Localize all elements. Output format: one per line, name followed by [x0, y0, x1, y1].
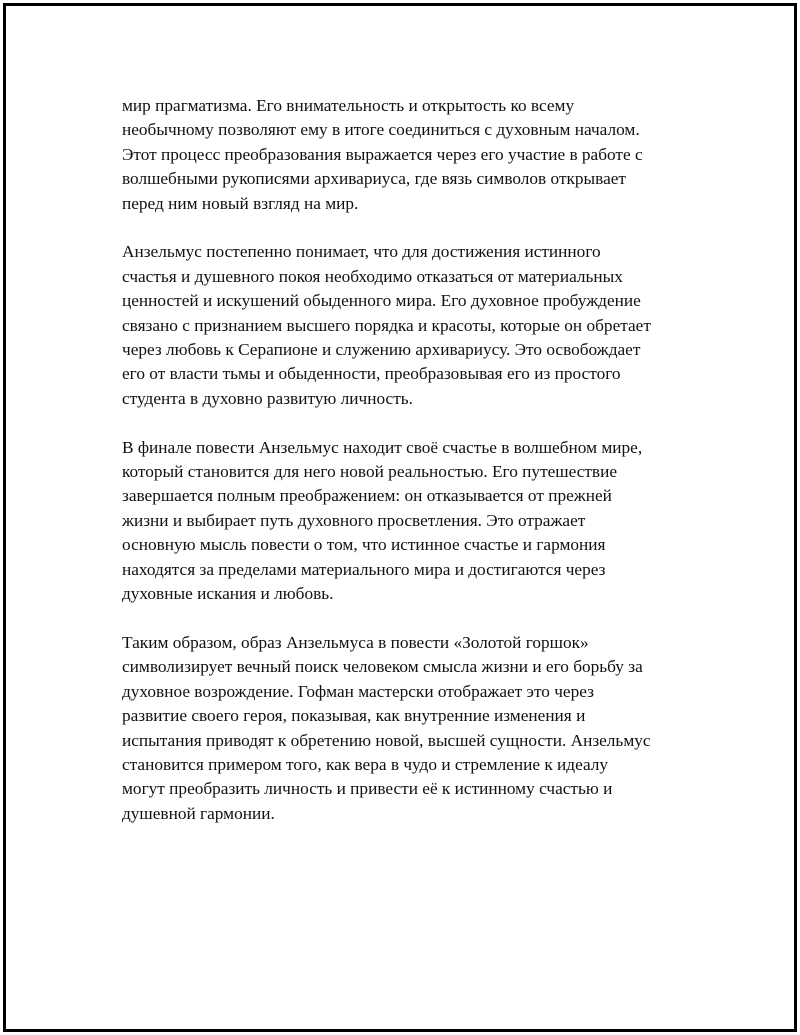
paragraph: мир прагматизма. Его внимательность и открытость ко всему необычному позволяют ему в итоге соединиться с духовным началом. Этот процесс преобразования выражается через его участие в работе с волшебными рукописями архивариуса, где вязь символов открывает перед ним новый взгляд на мир.	[122, 96, 643, 213]
document-body	[122, 94, 697, 851]
paragraph: В финале повести Анзельмус находит своё счастье в волшебном мире, который становится для него новой реальностью. Его путешествие завершается полным преображением: он отказывается от прежней жизни и выбирает путь духовного просветления. Это отражает основную мысль повести о том, что истинное счастье и гармония находятся за пределами материального мира и достигаются через духовные искания и любовь.	[122, 437, 643, 604]
paragraph: Таким образом, образ Анзельмуса в повести «Золотой горшок» символизирует вечный поиск человеком смысла жизни и его борьбу за духовное возрождение. Гофман мастерски отображает это через развитие своего героя, показывая, как внутренние изменения и испытания приводят к обретению новой, высшей сущности. Анзельмус становится примером того, как вера в чудо и стремление к идеалу могут преобразить личность и привести её к истинному счастью и душевной гармонии.	[122, 632, 651, 823]
page-frame	[3, 3, 797, 1032]
paragraph: Анзельмус постепенно понимает, что для достижения истинного счастья и душевного покоя необходимо отказаться от материальных ценностей и искушений обыденного мира. Его духовное пробуждение связано с признанием высшего порядка и красоты, которые он обретает через любовь к Серапионе и служению архивариусу. Это освобождает его от власти тьмы и обыденности, преобразовывая его из простого студента в духовно развитую личность.	[122, 242, 651, 408]
